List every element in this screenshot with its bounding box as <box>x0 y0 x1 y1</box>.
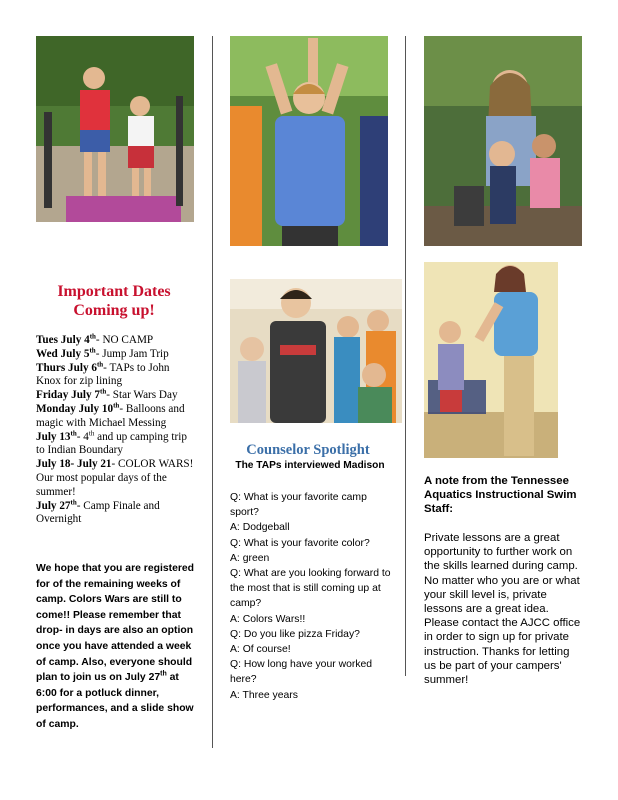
photo-group-of-boys <box>230 279 402 423</box>
interview-qa <box>230 490 398 703</box>
swim-staff-heading: A note from the Tennessee Aquatics Instructional Swim Staff: <box>424 475 577 515</box>
date-item: Wed July 5th- Jump Jam Trip <box>36 346 169 360</box>
qa-line: Q: What are you looking forward to the most that is still coming up at camp? <box>230 568 391 610</box>
qa-line: A: Of course! <box>230 644 291 656</box>
date-item: Monday July 10th- Balloons and magic with Michael Messing <box>36 401 185 429</box>
swim-staff-body: Private lessons are a great opportunity to further work on the skills learned during camp. No matter who you are or what your skill level is, private lessons are a great idea. Please contact the AJCC office in order to sign up for private instruction. Thanks for letting us be part of your campers' summer! <box>424 532 581 687</box>
qa-line: A: Colors Wars!! <box>230 613 306 625</box>
date-item: Tues July 4th- NO CAMP <box>36 332 154 346</box>
photo-boy-arms-overhead <box>230 36 388 246</box>
important-dates-title <box>34 282 194 320</box>
qa-line: Q: How long have your worked here? <box>230 659 373 686</box>
column-divider-left <box>212 36 213 748</box>
qa-line: A: green <box>230 552 270 564</box>
column-divider-right <box>405 36 406 676</box>
camp-blurb: We hope that you are registered for of the remaining weeks of camp. Colors Wars are still to come!! Please remember that drop- in days are also an option once you have attended a week of camp. Also, everyone should plan to join us on July 27th at 6:00 for a potluck dinner, performances, and a slide show of camp. <box>36 563 195 730</box>
qa-line: A: Dodgeball <box>230 522 290 534</box>
counselor-spotlight-subtitle: The TAPs interviewed Madison <box>235 460 385 471</box>
qa-line: Q: What is your favorite camp sport? <box>230 492 367 519</box>
qa-line: Q: What is your favorite color? <box>230 537 370 549</box>
important-dates-list <box>36 334 196 527</box>
qa-line: Q: Do you like pizza Friday? <box>230 628 360 640</box>
important-dates-title-line2: Coming up! <box>73 302 155 319</box>
important-dates-title-line1: Important Dates <box>57 283 171 300</box>
photo-swim-instructor-with-child <box>424 262 558 458</box>
counselor-spotlight-title: Counselor Spotlight <box>246 442 370 458</box>
date-item: Friday July 7th- Star Wars Day <box>36 387 178 402</box>
photo-three-girls <box>424 36 582 246</box>
qa-line: A: Three years <box>230 689 298 701</box>
date-item: Thurs July 6th- TAPs to John Knox for zip lining <box>36 359 170 388</box>
date-item: July 13th- 4th and up camping trip to Indian Boundary <box>36 428 187 457</box>
photo-kids-on-playground <box>36 36 194 222</box>
date-item: July 18- July 21- COLOR WARS! Our most popular days of the summer! <box>36 458 194 498</box>
date-item: July 27th- Camp Finale and Overnight <box>36 497 160 526</box>
